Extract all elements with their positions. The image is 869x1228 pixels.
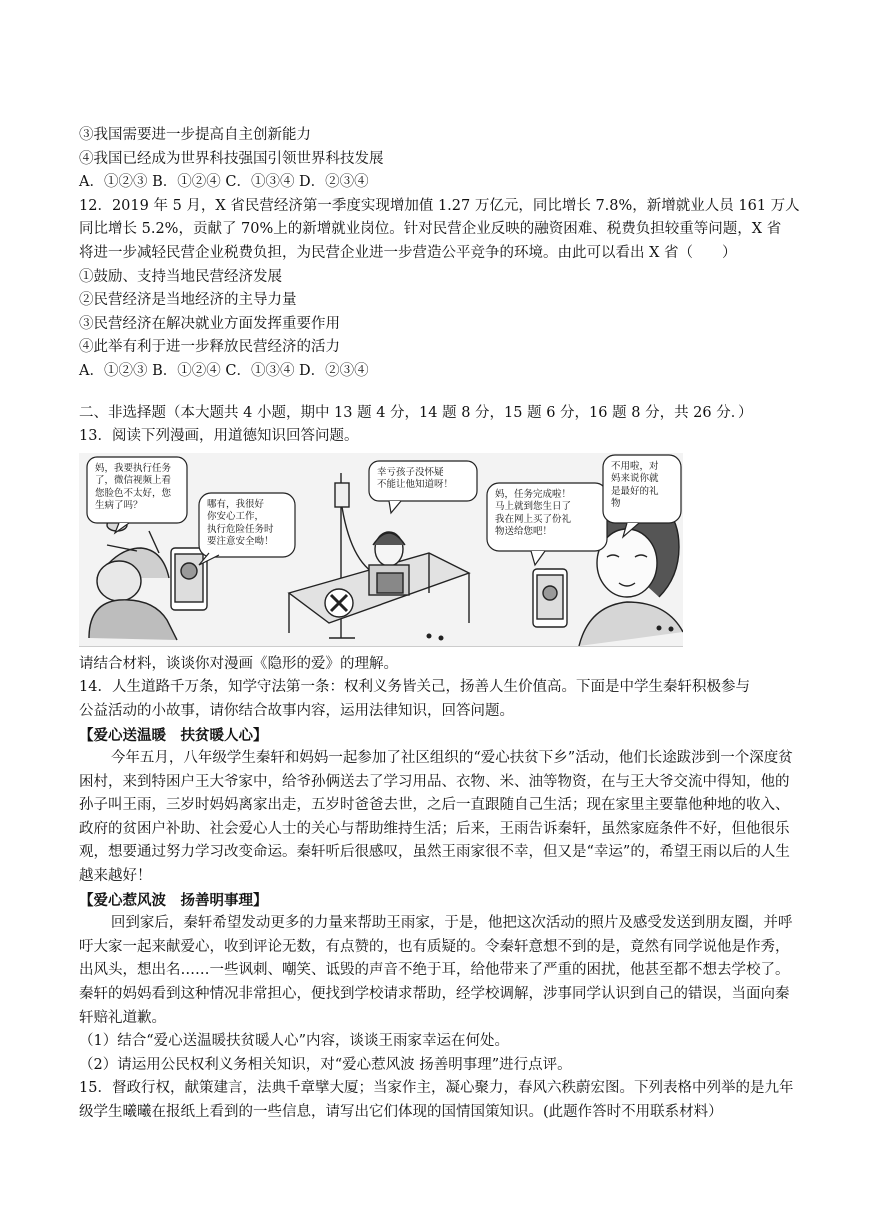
question-12-stem: 同比增长 5.2%，贡献了 70%上的新增就业岗位。针对民营企业反映的融资困难、税费负担较重等问题，X 省 — [79, 221, 782, 238]
question-12-stem: 12．2019 年 5 月，X 省民营经济第一季度实现增加值 1.27 万亿元，同比增长 7.8%，新增就业人员 161 万人 — [79, 197, 800, 214]
answer-choices: A．①②③ B．①②④ C．①③④ D．②③④ — [79, 362, 369, 379]
speech-bubble-3: 幸亏孩子没怀疑 不能让他知道呀！ — [377, 466, 454, 491]
question-14-stem: 14．人生道路千万条，知学守法第一条：权利义务皆关己，扬善人生价值高。下面是中学生秦轩积极参与 — [79, 679, 750, 696]
question-15-stem: 15．督政行权，献策建言，法典千章擘大厦；当家作主，凝心聚力，春风六秩蔚宏图。下列表格中列举的是九年级学生曦曦在报纸上看到的一些信息，请写出它们体现的国情国策知识。(此题作答时不用联系材料） — [79, 1080, 794, 1120]
comic-strip — [79, 453, 683, 647]
question-13-prompt: 请结合材料，谈谈你对漫画《隐形的爱》的理解。 — [79, 655, 398, 672]
exam-page — [79, 124, 799, 1125]
sub-question-1: （1）结合“爱心送温暖扶贫暖人心”内容，谈谈王雨家幸运在何处。 — [79, 1033, 510, 1050]
option-3: ③民营经济在解决就业方面发挥重要作用 — [79, 315, 340, 332]
option-3: ③我国需要进一步提高自主创新能力 — [79, 127, 311, 143]
story-paragraph-2: 回到家后，秦轩希望发动更多的力量来帮助王雨家，于是，他把这次活动的照片及感受发送到朋友圈，并呼吁大家一起来献爱心，收到评论无数，有点赞的，也有质疑的。令秦轩意想不到的是，竟然有同学说他是作秀，出风头，想出名……一些讽刺、嘲笑、诋毁的声音不绝于耳，给他带来了严重的困扰，他甚至都不想去学校了。秦轩的妈妈看到这种情况非常担心，便找到学校请求帮助，经学校调解，涉事同学认识到自己的错误，当面向秦轩赔礼道歉。 — [79, 915, 793, 1026]
question-12-stem: 将进一步减轻民营企业税费负担，为民营企业进一步营造公平竞争的环境。由此可以看出 X 省（ ） — [79, 244, 737, 261]
option-2: ②民营经济是当地经济的主导力量 — [79, 292, 297, 309]
speech-bubble-2: 哪有，我很好 你安心工作， 执行危险任务时 要注意安全呦！ — [207, 498, 274, 548]
option-4: ④此举有利于进一步释放民营经济的活力 — [79, 339, 340, 356]
answer-choices: A．①②③ B．①②④ C．①③④ D．②③④ — [79, 174, 369, 191]
question-14-stem: 公益活动的小故事，请你结合故事内容，运用法律知识，回答问题。 — [79, 702, 514, 719]
speech-bubble-4: 妈，任务完成啦！ 马上就到您生日了 我在网上买了份礼 物送给您吧！ — [495, 488, 572, 538]
option-1: ①鼓励、支持当地民营经济发展 — [79, 268, 282, 285]
story-paragraph-1: 今年五月，八年级学生秦轩和妈妈一起参加了社区组织的“爱心扶贫下乡”活动，他们长途跋涉到一个深度贫困村，来到特困户王大爷家中，给爷孙俩送去了学习用品、衣物、米、油等物资，在与王大爷交流中得知，他的孙子叫王雨，三岁时妈妈离家出走，五岁时爸爸去世，之后一直跟随自己生活；现在家里主要靠他种地的收入、政府的贫困户补助、社会爱心人士的关心与帮助维持生活；后来，王雨告诉秦轩，虽然家庭条件不好，但他很乐观，想要通过努力学习改变命运。秦轩听后很感叹，虽然王雨家很不幸，但又是“幸运”的，希望王雨以后的人生越来越好！ — [79, 750, 793, 885]
speech-bubble-5: 不用啦，对 妈来说你就 是最好的礼 物 — [611, 460, 659, 510]
story-heading-1: 【爱心送温暖 扶贫暖人心】 — [79, 726, 268, 744]
option-4: ④我国已经成为世界科技强国引领世界科技发展 — [79, 150, 384, 167]
sub-question-2: （2）请运用公民权利义务相关知识，对“爱心惹风波 扬善明事理”进行点评。 — [79, 1056, 572, 1073]
spacer — [79, 384, 799, 402]
question-13-stem: 13．阅读下列漫画，用道德知识回答问题。 — [79, 428, 359, 445]
story-heading-2: 【爱心惹风波 扬善明事理】 — [79, 891, 268, 909]
speech-bubble-1: 妈，我要执行任务 了，微信视频上看 您脸色不太好，您 生病了吗？ — [95, 462, 172, 512]
section-title: 二、非选择题（本大题共 4 小题，期中 13 题 4 分，14 题 8 分，15 题 6 分，16 题 8 分，共 26 分．） — [79, 404, 753, 421]
